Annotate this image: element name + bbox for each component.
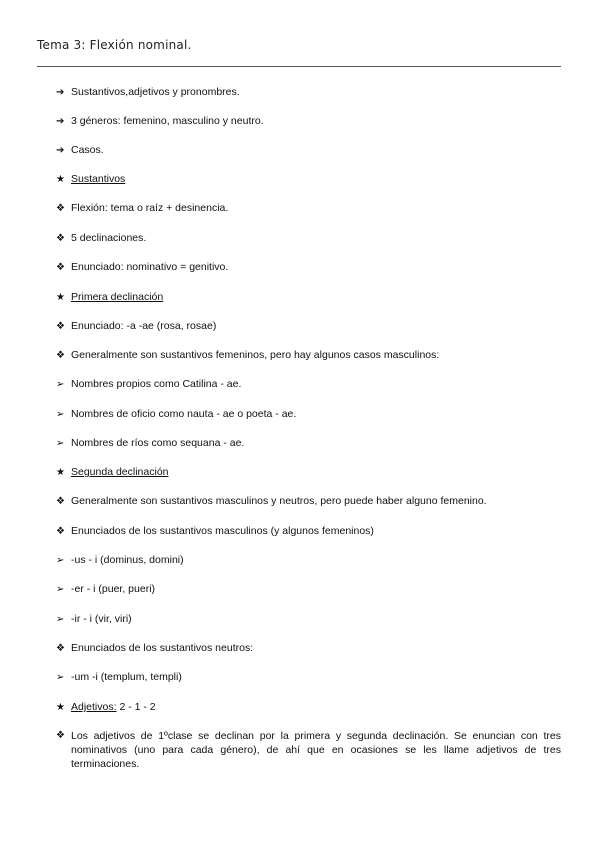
list-item-text: Generalmente son sustantivos masculinos y neutros, pero puede haber alguno femenino. — [71, 495, 487, 507]
chevron-bullet-icon: ➢ — [56, 614, 65, 625]
arrow-bullet-icon: ➔ — [56, 116, 65, 127]
list-item — [56, 201, 228, 216]
list-item — [56, 641, 253, 656]
chevron-bullet-icon: ➢ — [56, 555, 65, 566]
section-heading-adjetivos — [56, 700, 156, 715]
list-item — [56, 612, 132, 627]
list-item — [56, 85, 240, 100]
list-item-text: Nombres de oficio como nauta - ae o poeta - ae. — [71, 408, 297, 420]
star-bullet-icon: ★ — [56, 467, 65, 478]
list-item — [56, 436, 244, 451]
list-item — [56, 260, 228, 275]
diamond-bullet-icon: ❖ — [56, 643, 65, 654]
chevron-bullet-icon: ➢ — [56, 379, 65, 390]
title-divider — [37, 66, 561, 67]
list-item-text: Enunciado: -a -ae (rosa, rosae) — [71, 320, 217, 332]
diamond-bullet-icon: ❖ — [56, 233, 65, 244]
diamond-bullet-icon: ❖ — [56, 203, 65, 214]
list-item — [56, 231, 146, 246]
list-item — [56, 494, 487, 509]
section-heading-text: Primera declinación — [71, 291, 164, 303]
page-title: Tema 3: Flexión nominal. — [37, 38, 192, 52]
list-item-text: Flexión: tema o raíz + desinencia. — [71, 202, 229, 214]
list-item-text: Nombres propios como Catilina - ae. — [71, 378, 242, 390]
section-heading — [56, 172, 125, 187]
final-paragraph — [56, 729, 561, 771]
paragraph-text: Los adjetivos de 1ºclase se declinan por la primera y segunda declinación. Se enuncian con tres nominativos (uno para cada género), de ahí que en ocasiones se les llame adjetivos de tres terminaciones. — [71, 730, 561, 770]
list-item-text: -um -i (templum, templi) — [71, 671, 182, 683]
star-bullet-icon: ★ — [56, 292, 65, 303]
list-item — [56, 670, 182, 685]
list-item — [56, 114, 264, 129]
chevron-bullet-icon: ➢ — [56, 438, 65, 449]
chevron-bullet-icon: ➢ — [56, 672, 65, 683]
diamond-bullet-icon: ❖ — [56, 321, 65, 332]
diamond-bullet-icon: ❖ — [56, 496, 65, 507]
diamond-bullet-icon: ❖ — [56, 262, 65, 273]
section-heading — [56, 290, 163, 305]
list-item — [56, 407, 296, 422]
section-heading-text: Adjetivos: — [71, 701, 117, 713]
diamond-bullet-icon: ❖ — [56, 350, 65, 361]
star-bullet-icon: ★ — [56, 174, 65, 185]
list-item-text: Generalmente son sustantivos femeninos, pero hay algunos casos masculinos: — [71, 349, 440, 361]
section-heading-text: Sustantivos — [71, 173, 126, 185]
diamond-bullet-icon: ❖ — [56, 526, 65, 537]
section-heading-text: Segunda declinación — [71, 466, 169, 478]
list-item — [56, 553, 184, 568]
arrow-bullet-icon: ➔ — [56, 87, 65, 98]
section-heading — [56, 465, 169, 480]
list-item — [56, 582, 155, 597]
diamond-bullet-icon: ❖ — [56, 730, 65, 741]
list-item — [56, 319, 216, 334]
adjectives-pattern: 2 - 1 - 2 — [116, 701, 156, 713]
list-item-text: Enunciados de los sustantivos neutros: — [71, 642, 254, 654]
list-item — [56, 348, 439, 363]
list-item-text: -ir - i (vir, viri) — [71, 613, 132, 625]
chevron-bullet-icon: ➢ — [56, 584, 65, 595]
arrow-bullet-icon: ➔ — [56, 145, 65, 156]
list-item — [56, 143, 104, 158]
list-item-text: -us - i (dominus, domini) — [71, 554, 184, 566]
star-bullet-icon: ★ — [56, 702, 65, 713]
list-item-text: Enunciado: nominativo = genitivo. — [71, 261, 229, 273]
list-item-text: -er - i (puer, pueri) — [71, 583, 156, 595]
list-item-text: Nombres de ríos como sequana - ae. — [71, 437, 245, 449]
list-item-text: 5 declinaciones. — [71, 232, 147, 244]
list-item-text: 3 géneros: femenino, masculino y neutro. — [71, 115, 264, 127]
list-item-text: Enunciados de los sustantivos masculinos (y algunos femeninos) — [71, 525, 374, 537]
list-item-text: Sustantivos,adjetivos y pronombres. — [71, 86, 240, 98]
list-item-text: Casos. — [71, 144, 104, 156]
list-item — [56, 377, 241, 392]
chevron-bullet-icon: ➢ — [56, 409, 65, 420]
list-item — [56, 524, 374, 539]
